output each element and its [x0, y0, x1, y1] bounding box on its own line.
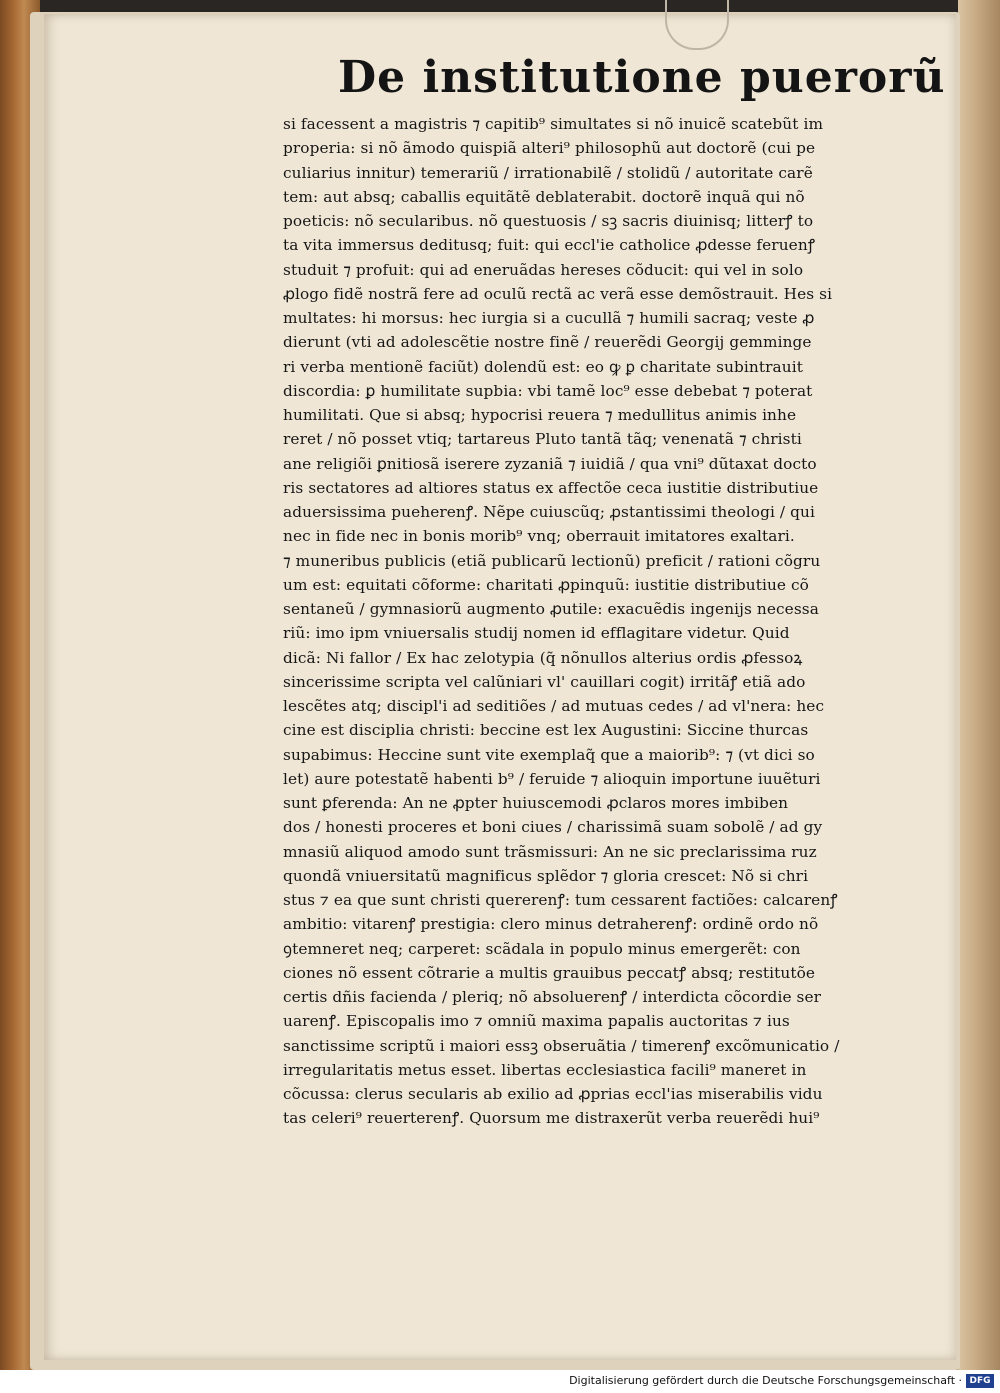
text-line: reret / nõ posset vtiq; tartareus Pluto tantã tãq; venenatã ⁊ christi: [283, 430, 802, 449]
text-line: sincerissime scripta vel calũniari vl' cauillari cogit) irritãꝭ etiã ado: [283, 672, 806, 691]
dfg-logo: DFG: [966, 1374, 994, 1388]
book-cover-right: [958, 0, 1000, 1370]
text-line: dierunt (vti ad adolescẽtie nostre finẽ / reuerẽdi Georgij gemminge: [283, 333, 812, 352]
text-line: ⁊ muneribus publicis (etiã publicarũ lectionũ) preficit / rationi cõgru: [283, 551, 821, 570]
text-line: ciones nõ essent cõtrarie a multis grauibus peccatꝭ absq; restitutõe: [283, 963, 816, 982]
text-line: aduersissima pueherenꝭ. Nẽpe cuiuscũq; ꝓstantissimi theologi / qui: [283, 503, 815, 521]
text-line: supabimus: Heccine sunt vite exemplaq̃ que a maiorib⁹: ⁊ (vt dici so: [283, 745, 815, 764]
text-line: ri verba mentionẽ faciũt) dolendũ est: eo ꝙ ꝑ charitate subintrauit: [283, 357, 803, 376]
running-header: De institutione puerorũ: [338, 52, 946, 103]
text-line: ris sectatores ad altiores status ex affectõe ceca iustitie distributiue: [283, 478, 819, 497]
text-line: sanctissime scriptũ i maiori essꝫ obseruãtia / timerenꝭ excõmunicatio /: [283, 1036, 840, 1055]
text-line: sunt ꝑferenda: An ne ꝓpter huiuscemodi ꝓclaros mores imbiben: [283, 794, 789, 812]
text-line: dos / honesti proceres et boni ciues / charissimã suam sobolẽ / ad gy: [283, 818, 823, 837]
text-line: ꝓlogo fidẽ nostrã fere ad oculũ rectã ac verã esse demõstrauit. Hes si: [283, 284, 833, 303]
text-line: dicã: Ni fallor / Ex hac zelotypia (q̃ nõnullos alterius ordis ꝓfessoꝝ: [283, 648, 803, 667]
text-line: mnasiũ aliquod amodo sunt trãsmissuri: An ne sic preclarissima ruz: [283, 842, 817, 861]
text-line: properia: si nõ ãmodo quispiã alteri⁹ philosophũ aut doctorẽ (cui pe: [283, 139, 816, 158]
text-line: discordia: ꝑ humilitate supbia: vbi tamẽ loc⁹ esse debebat ⁊ poterat: [283, 381, 813, 400]
text-line: tem: aut absq; caballis equitãtẽ deblaterabit. doctorẽ inquã qui nõ: [283, 187, 805, 206]
text-line: nec in fide nec in bonis morib⁹ vnq; oberrauit imitatores exaltari.: [283, 527, 795, 546]
text-line: ambitio: vitarenꝭ prestigia: clero minus detraherenꝭ: ordinẽ ordo nõ: [283, 915, 819, 934]
text-line: humilitati. Que si absq; hypocrisi reuera ⁊ medullitus animis inhe: [283, 406, 797, 424]
footer-bar: [0, 1370, 1000, 1393]
text-line: cine est disciplia christi: beccine est lex Augustini: Siccine thurcas: [283, 721, 809, 740]
text-line: certis dñis facienda / pleriq; nõ absoluerenꝭ / interdicta cõcordie ser: [283, 988, 822, 1006]
text-line: riũ: imo ipm vniuersalis studij nomen id efflagitare videtur. Quid: [283, 624, 790, 643]
text-line: uarenꝭ. Episcopalis imo ⁊ omniũ maxima papalis auctoritas ⁊ ius: [283, 1012, 790, 1031]
text-line: studuit ⁊ profuit: qui ad eneruãdas hereses cõducit: qui vel in solo: [283, 260, 804, 279]
text-line: ꝯtemneret neq; carperet: scãdala in populo minus emergerẽt: con: [283, 939, 801, 958]
text-line: ta vita immersus deditusq; fuit: qui eccl'ie catholice ꝓdesse feruenꝭ: [283, 236, 816, 255]
text-line: lescẽtes atq; discipl'i ad seditiões / ad mutuas cedes / ad vl'nera: hec: [283, 697, 825, 715]
text-line: poeticis: nõ secularibus. nõ questuosis / sꝫ sacris diuinisq; litterꝭ to: [283, 212, 814, 230]
text-line: tas celeri⁹ reuerterenꝭ. Quorsum me distraxerũt verba reuerẽdi hui⁹: [283, 1109, 820, 1128]
text-line: cõcussa: clerus secularis ab exilio ad ꝓprias eccl'ias miserabilis vidu: [283, 1085, 823, 1103]
text-line: let) aure potestatẽ habenti b⁹ / feruide ⁊ alioquin importune iuuẽturi: [283, 769, 821, 788]
text-line: quondã vniuersitatũ magnificus splẽdor ⁊ gloria crescet: Nõ si chri: [283, 866, 809, 885]
text-line: culiarius innitur) temerariũ / irrationabilẽ / stolidũ / autoritate carẽ: [283, 163, 813, 182]
text-line: irregularitatis metus esset. libertas ecclesiastica facili⁹ maneret in: [283, 1060, 807, 1079]
text-line: ane religiõi ꝑnitiosã iserere zyzaniã ⁊ iuidiã / qua vni⁹ dũtaxat docto: [283, 454, 817, 473]
footer-credit: Digitalisierung gefördert durch die Deutsche Forschungsgemeinschaft ·: [569, 1374, 962, 1387]
text-line: um est: equitati cõforme: charitati ꝓpinquũ: iustitie distributiue cõ: [283, 575, 809, 594]
text-line: sentaneũ / gymnasiorũ augmento ꝓutile: exacuẽdis ingenijs necessa: [283, 600, 819, 618]
text-line: si facessent a magistris ⁊ capitib⁹ simultates si nõ inuicẽ scatebũt im: [283, 115, 824, 133]
text-line: multates: hi morsus: hec iurgia si a cucullã ⁊ humili sacraq; veste ꝓ: [283, 309, 815, 327]
text-line: stus ⁊ ea que sunt christi quererenꝭ: tum cessarent factiões: calcarenꝭ: [283, 891, 838, 909]
text-block: [283, 112, 913, 1131]
